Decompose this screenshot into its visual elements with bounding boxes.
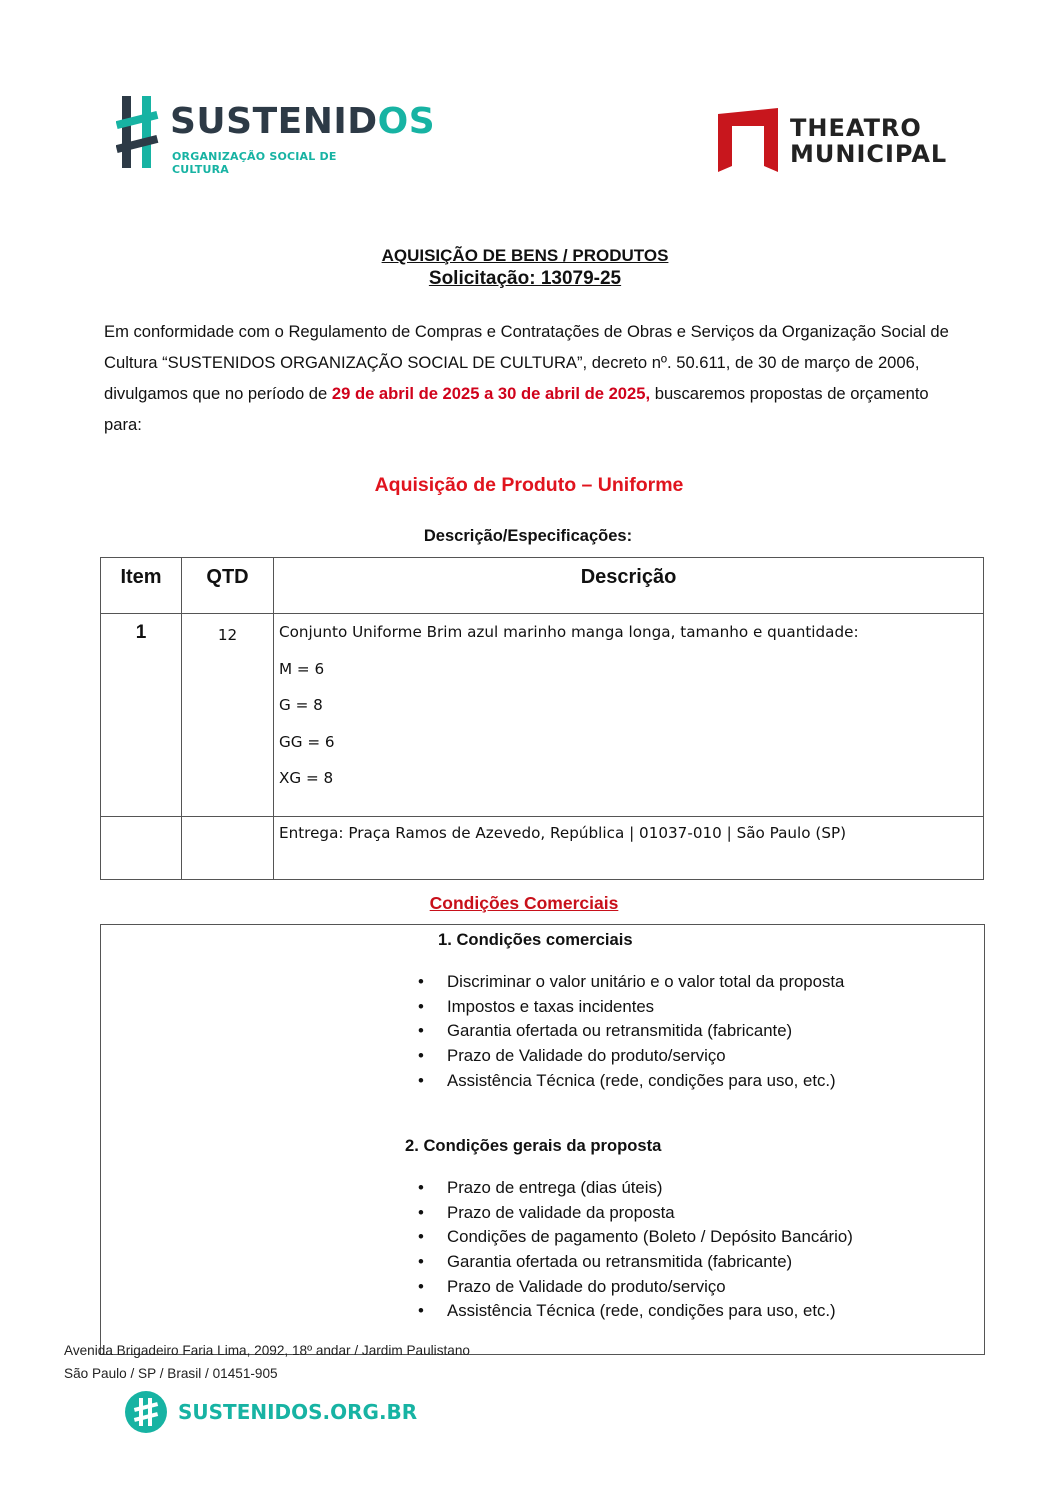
bullet-icon: • xyxy=(418,1178,424,1197)
sustenidos-tagline: ORGANIZAÇÃO SOCIAL DE CULTURA xyxy=(172,150,337,176)
bullet-icon: • xyxy=(418,972,424,991)
spec-heading: Descrição/Especificações: xyxy=(423,527,633,545)
intro-text-2: buscaremos propostas de orçamento para: xyxy=(104,384,929,434)
list-item: • Prazo de validade da proposta xyxy=(418,1201,853,1226)
intro-period-highlight: 29 de abril de 2025 a 30 de abril de 2025, xyxy=(331,384,651,403)
sustenidos-logo xyxy=(116,94,436,176)
list-item: • Prazo de entrega (dias úteis) xyxy=(418,1176,853,1201)
item-number: 1 xyxy=(101,614,182,817)
theatro-municipal-logo xyxy=(716,108,956,174)
list-item: • Assistência Técnica (rede, condições para uso, etc.) xyxy=(418,1299,853,1324)
list-item: • Garantia ofertada ou retransmitida (fabricante) xyxy=(418,1019,844,1044)
bullet-icon: • xyxy=(418,1046,424,1066)
size-line: XG = 8 xyxy=(279,769,334,787)
request-number: Solicitação: 13079-25 xyxy=(428,268,622,289)
empty-cell xyxy=(182,817,274,880)
footer-address-line2: São Paulo / SP / Brasil / 01451-905 xyxy=(64,1366,278,1381)
footer-address-line1: Avenida Brigadeiro Faria Lima, 2092, 18º andar / Jardim Paulistano xyxy=(64,1343,470,1358)
theatro-mark-icon xyxy=(716,108,782,174)
section2-heading: 2. Condições gerais da proposta xyxy=(405,1136,662,1155)
intro-paragraph xyxy=(104,316,954,440)
list-item: • Discriminar o valor unitário e o valor total da proposta xyxy=(418,970,844,995)
bullet-icon: • xyxy=(418,996,424,1016)
description-line: Conjunto Uniforme Brim azul marinho manga longa, tamanho e quantidade: xyxy=(279,623,859,641)
header-descricao: Descrição xyxy=(274,558,984,614)
list-item: • Prazo de Validade do produto/serviço xyxy=(418,1044,844,1069)
item-quantity: 12 xyxy=(182,614,274,817)
bullet-icon: • xyxy=(418,1301,424,1321)
bullet-icon: • xyxy=(418,1070,424,1090)
bullet-icon: • xyxy=(418,1227,424,1247)
sustenidos-wordmark: SUSTENIDOS xyxy=(170,101,436,142)
size-line: M = 6 xyxy=(279,659,325,678)
delivery-address: Entrega: Praça Ramos de Azevedo, República | 01037-010 | São Paulo (SP) xyxy=(274,817,984,880)
bullet-icon: • xyxy=(418,1276,424,1296)
bullet-icon: • xyxy=(418,1252,424,1272)
footer-website-logo xyxy=(124,1390,418,1438)
size-line: G = 8 xyxy=(279,696,323,714)
size-line: GG = 6 xyxy=(279,732,335,751)
website-link[interactable]: SUSTENIDOS.ORG.BR xyxy=(178,1400,418,1424)
header-qtd: QTD xyxy=(182,558,274,614)
section1-heading: 1. Condições comerciais xyxy=(438,930,633,949)
bullet-icon: • xyxy=(418,1021,424,1041)
table-header-row xyxy=(101,558,984,614)
section2-list xyxy=(418,1176,853,1324)
table-row xyxy=(101,817,984,880)
list-item: • Garantia ofertada ou retransmitida (fabricante) xyxy=(418,1250,853,1275)
bullet-icon: • xyxy=(418,1202,424,1222)
subject-heading: Aquisição de Produto – Uniforme xyxy=(374,474,684,496)
item-description xyxy=(274,614,984,817)
list-item: • Assistência Técnica (rede, condições para uso, etc.) xyxy=(418,1069,844,1094)
theatro-line2: MUNICIPAL xyxy=(790,140,948,168)
list-item: • Prazo de Validade do produto/serviço xyxy=(418,1275,853,1300)
conditions-title: Condições Comerciais xyxy=(429,893,619,913)
document-title: AQUISIÇÃO DE BENS / PRODUTOS xyxy=(381,246,669,265)
theatro-line1: THEATRO xyxy=(790,114,922,142)
empty-cell xyxy=(101,817,182,880)
sustenidos-round-icon xyxy=(124,1390,168,1434)
intro-text-1: Em conformidade com o Regulamento de Compras e Contratações de Obras e Serviços da Organização Social de Cultura “SUSTENIDOS ORGANIZAÇÃO SOCIAL DE CULTURA”, decreto nº. 50.611, de 30 de março de 2006, divulgamos que no período de xyxy=(104,322,949,403)
section1-list xyxy=(418,970,844,1093)
items-table xyxy=(100,557,984,880)
header-item: Item xyxy=(101,558,182,614)
table-row xyxy=(101,614,984,817)
list-item: • Condições de pagamento (Boleto / Depósito Bancário) xyxy=(418,1225,853,1250)
list-item: • Impostos e taxas incidentes xyxy=(418,995,844,1020)
